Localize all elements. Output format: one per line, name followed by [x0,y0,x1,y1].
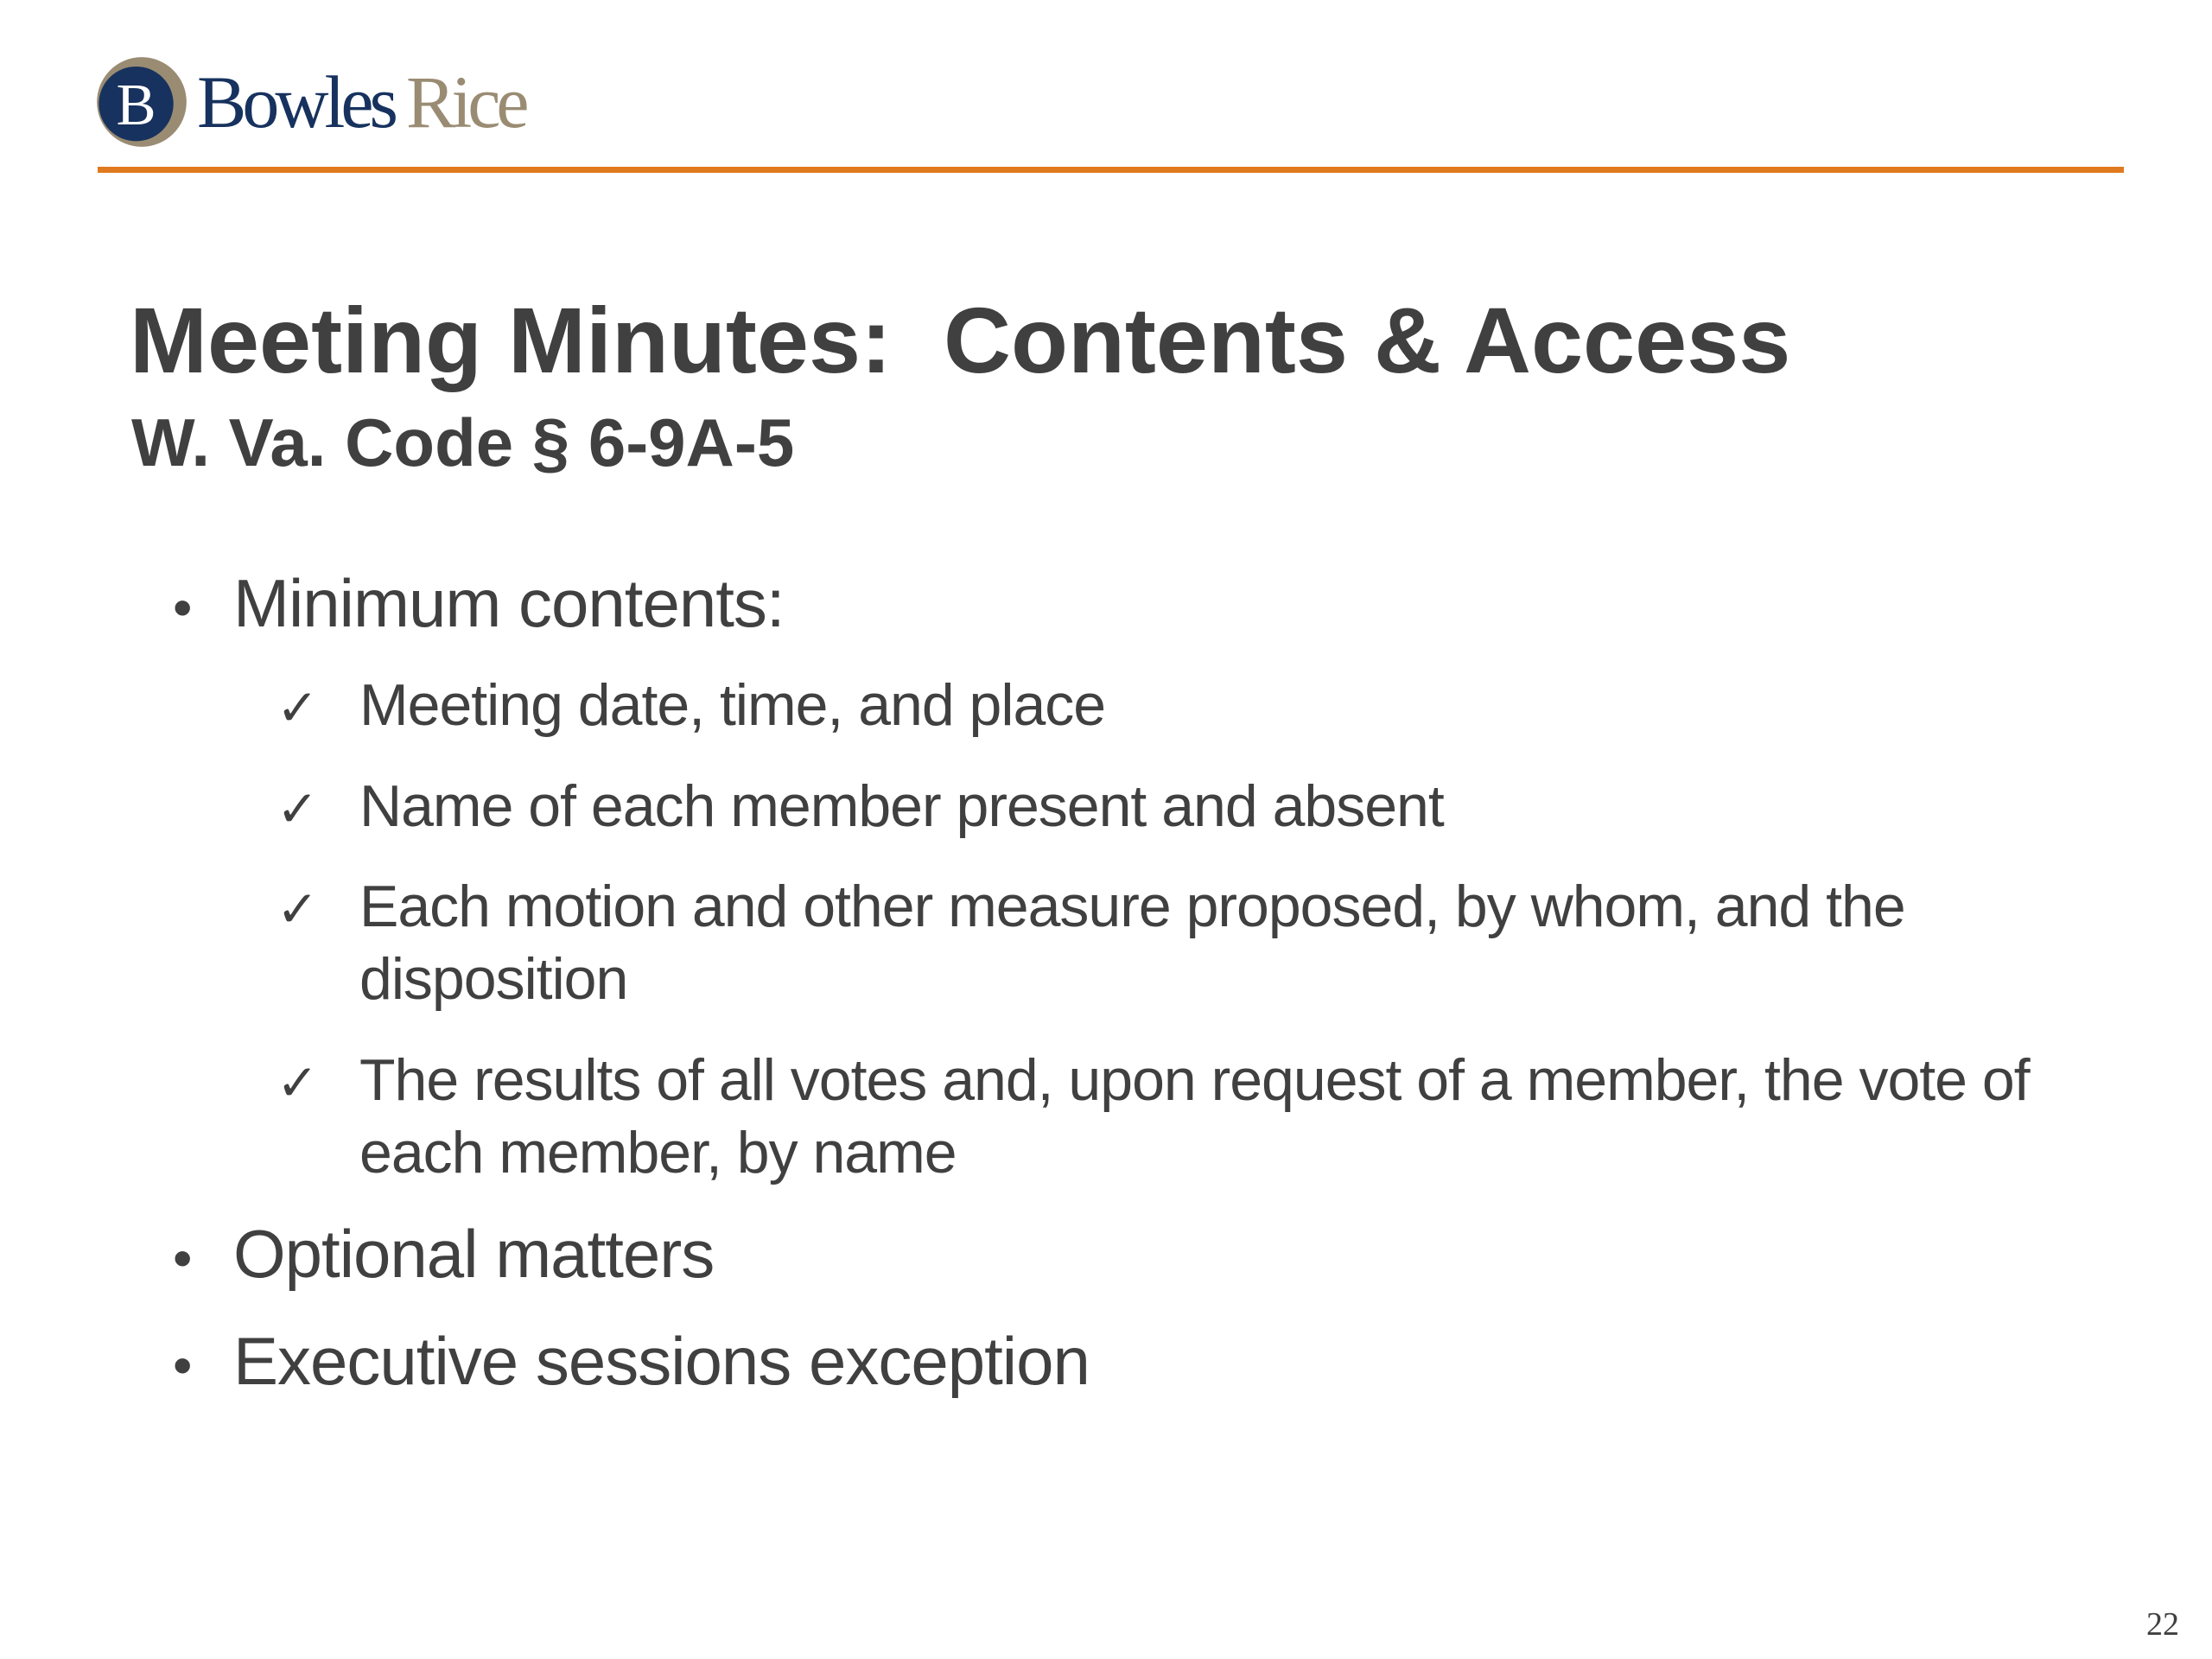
bullet-label: Executive sessions exception [233,1322,1090,1399]
checkmark-icon: ✓ [276,678,318,738]
bullet-item [173,1217,2074,1292]
logo-word-bowles: Bowles [197,60,394,143]
header-divider [98,167,2124,173]
checkmark-icon: ✓ [276,779,318,838]
bullet-label: Optional matters [233,1216,715,1293]
slide-title: Meeting Minutes: Contents & Access [130,288,1791,392]
checklist-item [276,1044,2074,1190]
bullet-item [173,1324,2074,1399]
bullet-dot-icon: • [173,1333,192,1396]
checklist-item-text: Each motion and other measure proposed, by whom, and the disposition [359,873,1905,1013]
logo-mark-letter: B [116,70,156,137]
logo-word-rice: Rice [406,60,525,143]
checklist [173,669,2074,1189]
page-number: 22 [2146,1606,2179,1643]
bowles-rice-logo [95,54,525,150]
checklist-item-text: Meeting date, time, and place [359,672,1106,739]
bullet-dot-icon: • [173,1227,192,1290]
logo-mark-icon [95,55,188,149]
checklist-item-text: The results of all votes and, upon request of a member, the vote of each member, by name [359,1046,2030,1185]
bullet-dot-icon: • [173,576,192,639]
checkmark-icon: ✓ [276,879,318,938]
checklist-item-text: Name of each member present and absent [359,772,1444,839]
slide-body [173,566,2074,1430]
bullet-label: Minimum contents: [233,565,785,641]
logo-wordmark [197,60,525,143]
checkmark-icon: ✓ [276,1052,318,1112]
bullet-item [173,566,2074,641]
checklist-item [276,870,2074,1016]
checklist-item [276,770,2074,842]
slide-subtitle: W. Va. Code § 6-9A-5 [131,404,795,480]
checklist-item [276,669,2074,741]
